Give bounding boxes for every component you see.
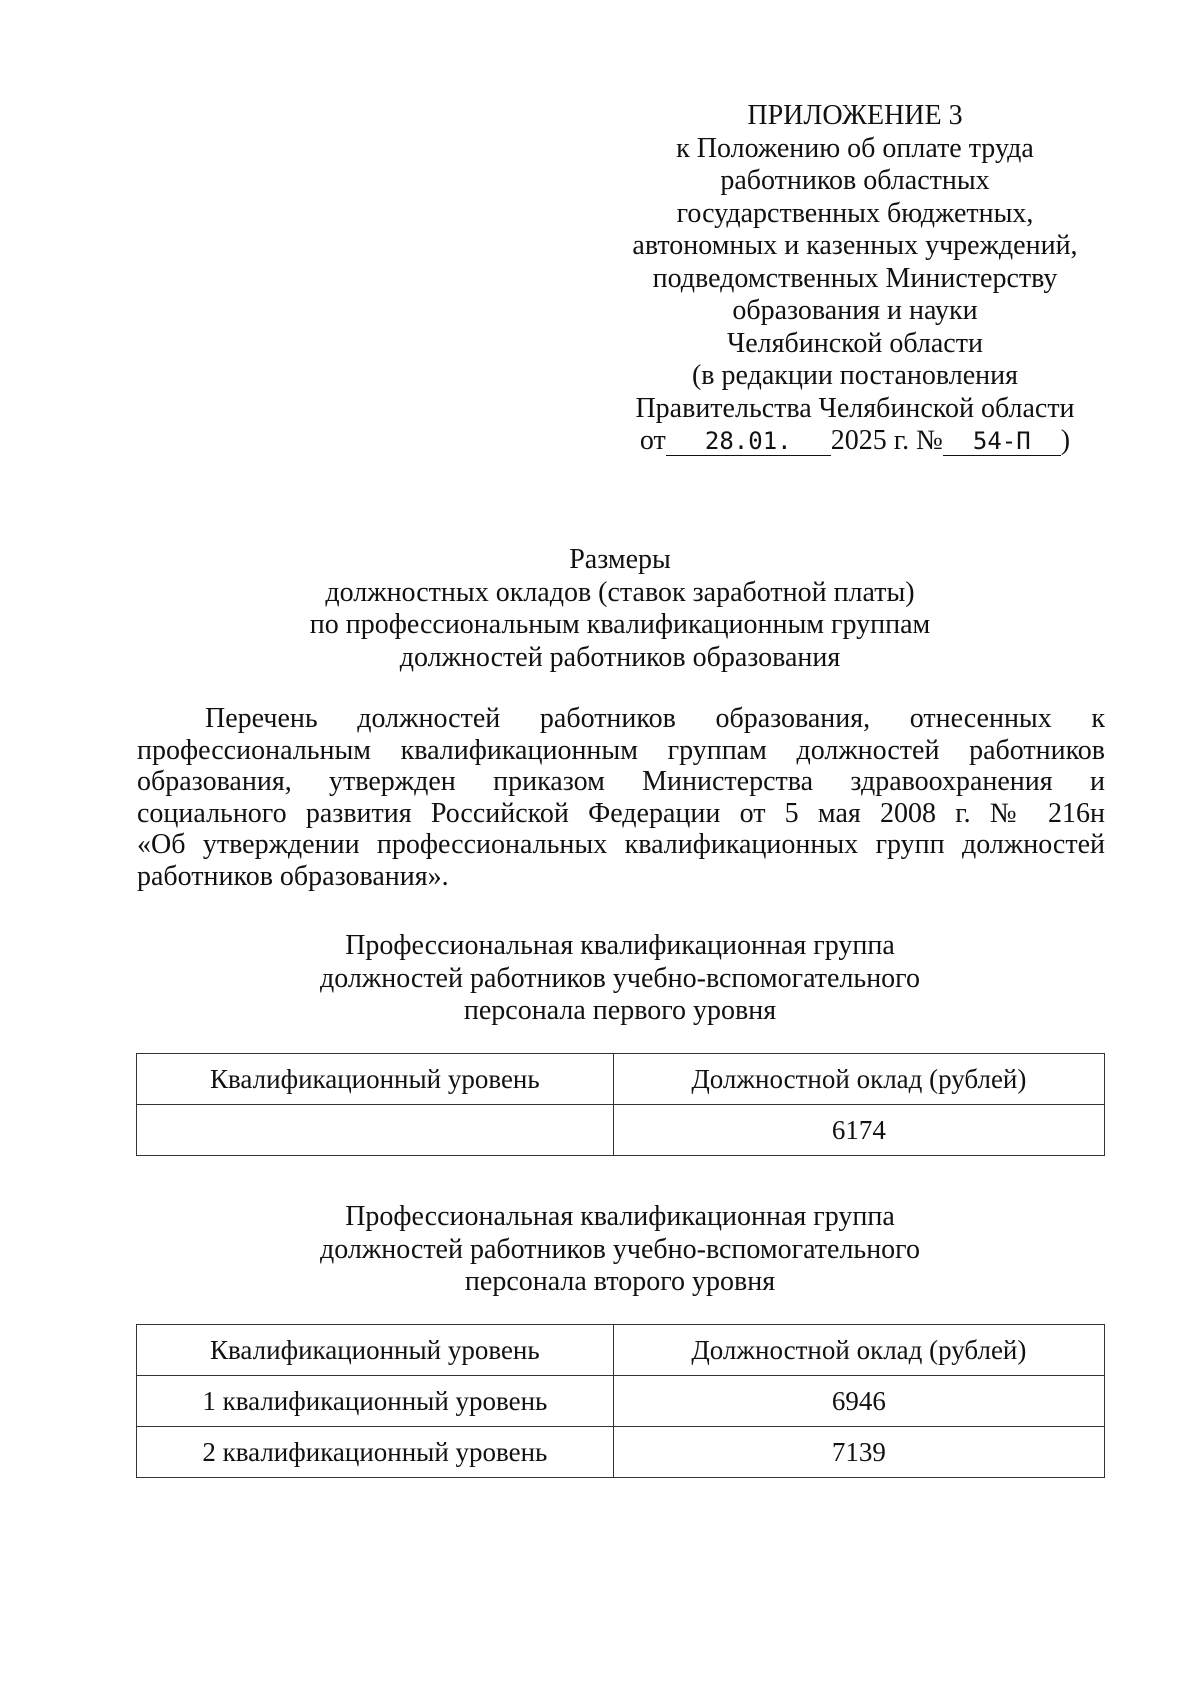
intro-paragraph bbox=[137, 703, 1105, 892]
cell-salary: 7139 bbox=[613, 1427, 1104, 1478]
resolution-date-field: 28.01. bbox=[666, 427, 831, 456]
appendix-line: работников областных bbox=[720, 165, 990, 196]
group-title-line: персонала второго уровня bbox=[464, 1266, 776, 1297]
appendix-line: Правительства Челябинской области bbox=[635, 392, 1075, 424]
heading-line: должностей работников образования bbox=[399, 641, 841, 673]
appendix-line: к Положению об оплате труда bbox=[676, 132, 1034, 164]
paragraph-line: образования, утвержден приказом Министерства здравоохранения и bbox=[137, 766, 1105, 797]
resolution-number-field: 54-П bbox=[943, 427, 1061, 456]
appendix-line: образования и науки bbox=[732, 295, 978, 326]
group-1-salary-table bbox=[136, 1053, 1105, 1156]
group-title-line: персонала первого уровня bbox=[463, 995, 777, 1026]
appendix-header bbox=[615, 100, 1095, 458]
header-salary: Должностной оклад (рублей) bbox=[613, 1325, 1104, 1376]
cell-salary: 6174 bbox=[613, 1105, 1104, 1156]
appendix-line: (в редакции постановления bbox=[691, 360, 1019, 391]
date-prefix: от bbox=[639, 425, 666, 456]
cell-qualification-level: 2 квалификационный уровень bbox=[137, 1427, 614, 1478]
appendix-line: подведомственных Министерству bbox=[652, 262, 1058, 294]
group-title-line: должностей работников учебно-вспомогательного bbox=[320, 962, 920, 994]
header-qualification-level: Квалификационный уровень bbox=[137, 1054, 614, 1105]
cell-qualification-level: 1 квалификационный уровень bbox=[137, 1376, 614, 1427]
date-suffix: ) bbox=[1060, 425, 1071, 456]
heading-line: Размеры bbox=[569, 544, 671, 575]
header-qualification-level: Квалификационный уровень bbox=[137, 1325, 614, 1376]
header-salary: Должностной оклад (рублей) bbox=[613, 1054, 1104, 1105]
group-title-line: Профессиональная квалификационная группа bbox=[345, 1201, 895, 1232]
paragraph-line: «Об утверждении профессиональных квалификационных групп должностей bbox=[137, 829, 1105, 860]
paragraph-line: Перечень должностей работников образования, отнесенных к bbox=[205, 703, 1105, 734]
group-title-line: Профессиональная квалификационная группа bbox=[345, 930, 895, 961]
table-row bbox=[137, 1427, 1105, 1478]
resolution-date-line bbox=[615, 425, 1095, 458]
cell-qualification-level bbox=[137, 1105, 614, 1156]
appendix-line: автономных и казенных учреждений, bbox=[632, 230, 1078, 261]
paragraph-line: социального развития Российской Федерации от 5 мая 2008 г. № 216н bbox=[137, 797, 1105, 829]
group-1-title bbox=[130, 930, 1110, 1028]
year-text: 2025 г. № bbox=[830, 425, 943, 456]
heading-line: по профессиональным квалификационным группам bbox=[309, 609, 931, 640]
group-2-title bbox=[130, 1201, 1110, 1299]
table-row bbox=[137, 1376, 1105, 1427]
table-row bbox=[137, 1105, 1105, 1156]
appendix-title: ПРИЛОЖЕНИЕ 3 bbox=[747, 100, 963, 131]
cell-salary: 6946 bbox=[613, 1376, 1104, 1427]
heading-line: должностных окладов (ставок заработной платы) bbox=[325, 576, 915, 608]
group-2-salary-table bbox=[136, 1324, 1105, 1478]
document-heading bbox=[130, 544, 1110, 674]
table-header-row bbox=[137, 1054, 1105, 1105]
group-title-line: должностей работников учебно-вспомогательного bbox=[320, 1233, 920, 1265]
table-header-row bbox=[137, 1325, 1105, 1376]
appendix-line: государственных бюджетных, bbox=[676, 197, 1034, 229]
paragraph-line: работников образования». bbox=[137, 860, 449, 892]
appendix-line: Челябинской области bbox=[727, 327, 983, 359]
paragraph-line: профессиональным квалификационным группам должностей работников bbox=[137, 734, 1105, 766]
